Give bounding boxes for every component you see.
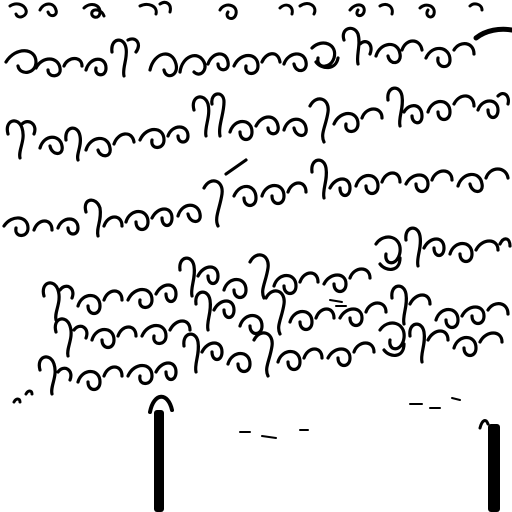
manuscript-line-1 [10, 2, 482, 18]
manuscript-line-5 [43, 228, 510, 320]
manuscript-line-2 [6, 28, 512, 76]
manuscript-descender-strokes [150, 300, 500, 512]
manuscript-line-3 [7, 88, 508, 160]
manuscript-line-4 [4, 160, 508, 236]
